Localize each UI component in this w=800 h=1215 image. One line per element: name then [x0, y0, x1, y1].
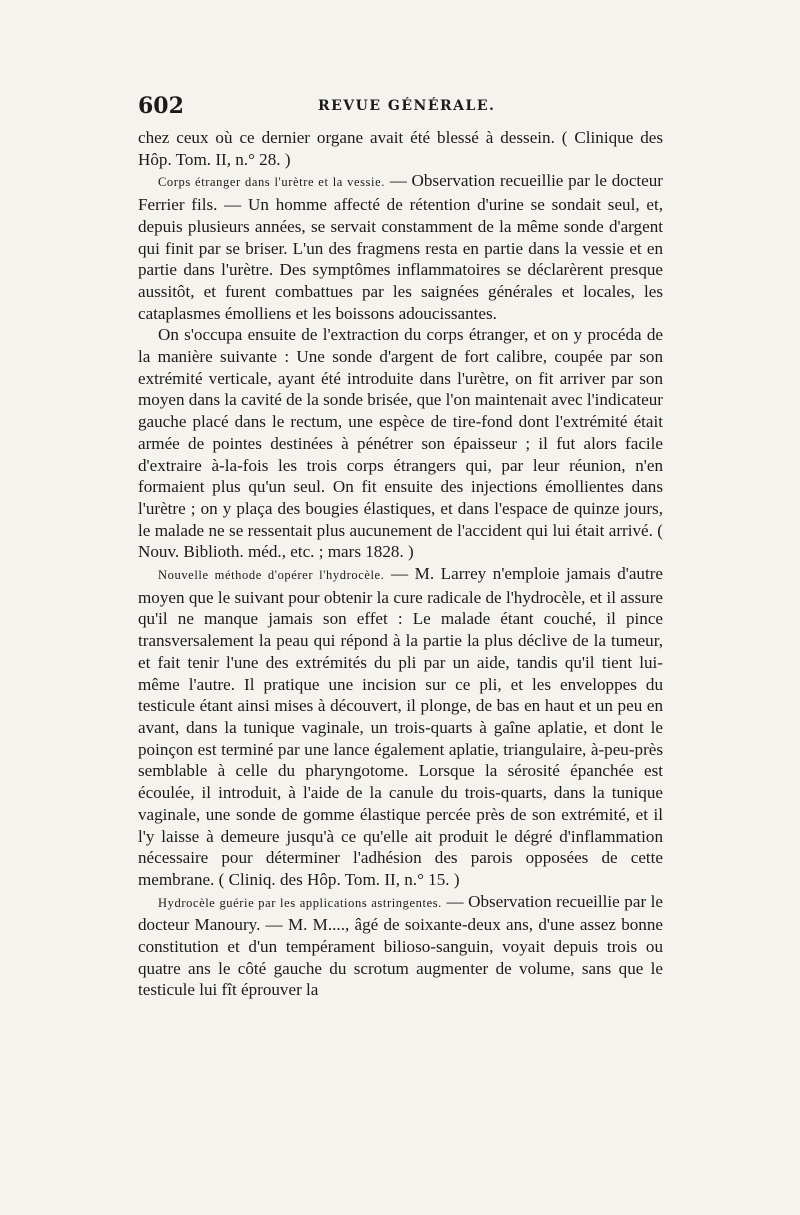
paragraph-extraction: On s'occupa ensuite de l'extraction du corps étranger, et on y procéda de la manière suivante : Une sonde d'argent de fort calibre, coupée par son extrémité verticale, ayant été introduite dans l'urètre, on fit arriver par son moyen dans la cavité de la sonde brisée, que l'on maintenait avec l'indicateur gauche placé dans le rectum, une espèce de tire-fond dont l'extrémité était armée de pointes destinées à pénétrer son épaisseur ; il fut alors facile d'extraire à-la-fois les trois corps étrangers qui, par leur réunion, n'en formaient plus qu'un seul. On fit ensuite des injections émollientes dans l'urètre ; on y plaça des bougies élastiques, et dans l'espace de quinze jours, le malade ne se ressentait plus aucunement de l'accident qui lui était arrivé. ( Nouv. Biblioth. méd., etc. ; mars 1828. ): [138, 325, 663, 562]
page-number: 602: [138, 93, 184, 119]
section-foreign-body: Corps étranger dans l'urètre et la vessie. — Observation recueillie par le docteur Ferrier fils. — Un homme affecté de rétention d'urine se sondait seul, et, depuis plusieurs années, se servait constamment de la même sonde d'argent qui finit par se briser. L'un des fragmens resta en partie dans la vessie et en partie dans l'urètre. Des symptômes inflammatoires se déclarèrent presque aussitôt, et furent combattues par les saignées générales et locales, les cataplasmes émolliens et les boissons adoucissantes.: [138, 171, 663, 323]
page-header: [138, 93, 663, 123]
section-title: Hydrocèle guérie par les applications astringentes.: [158, 895, 442, 910]
paragraph-continuation: chez ceux où ce dernier organe avait été blessé à dessein. ( Clinique des Hôp. Tom. II, n.° 28. ): [138, 128, 663, 169]
section-title: Corps étranger dans l'urètre et la vessie.: [158, 175, 385, 190]
section-hydrocele-astringent: Hydrocèle guérie par les applications astringentes. — Observation recueillie par le docteur Manoury. — M. M...., âgé de soixante-deux ans, d'une assez bonne constitution et d'un tempérament bilioso-sanguin, voyait depuis trois ou quatre ans le côté gauche du scrotum augmenter de volume, sans que le testicule lui fît éprouver la: [138, 891, 664, 1000]
running-title: REVUE GÉNÉRALE.: [318, 98, 496, 114]
section-title: Nouvelle méthode d'opérer l'hydrocèle.: [158, 568, 385, 583]
section-hydrocele-method: Nouvelle méthode d'opérer l'hydrocèle. — M. Larrey n'emploie jamais d'autre moyen que le suivant pour obtenir la cure radicale de l'hydrocèle, et il assure qu'il ne manque jamais son effet : Le malade étant couché, il pince transversalement la peau qui répond à la partie la plus déclive de la tumeur, et fait tenir l'une des extrémités du pli par un aide, tandis qu'il tient lui-même l'autre. Il pratique une incision sur ce pli, et les enveloppes du testicule étant ainsi mises à découvert, il plonge, de bas en haut et un peu en avant, dans la tunique vaginale, un trois-quarts à gaîne aplatie, et dont le poinçon est terminé par une lance également aplatie, triangulaire, à-peu-près semblable à celle du pharyngotome. Lorsque la sérosité épanchée est écoulée, il introduit, à l'aide de la canule du trois-quarts, dans la tunique vaginale, une sonde de gomme élastique percée près de son extrémité, et il l'y laisse à demeure jusqu'à ce qu'elle ait produit le dégré d'inflammation nécessaire pour déterminer l'adhésion des parois opposées de cette membrane. ( Cliniq. des Hôp. Tom. II, n.° 15. ): [138, 564, 663, 889]
body-text: [138, 127, 663, 1001]
